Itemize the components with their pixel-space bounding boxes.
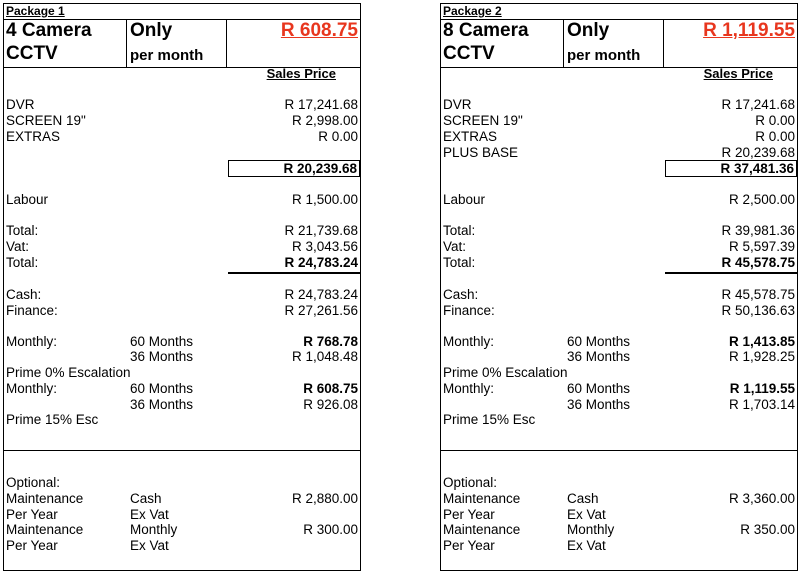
maintenance-label: Maintenance (443, 522, 521, 537)
item-amount: R 20,239.68 (721, 145, 795, 160)
labour-label: Labour (6, 192, 49, 207)
grand-total-underline (665, 272, 797, 274)
prime-36-amount: R 1,703.14 (728, 397, 795, 412)
prime-60-amount: R 1,119.55 (729, 381, 795, 396)
package-1-panel (3, 3, 361, 571)
term-60-amount: R 1,413.85 (728, 334, 795, 349)
vat-note: Ex Vat (130, 507, 169, 522)
package-title-line2: CCTV (6, 43, 58, 64)
vat-amount: R 3,043.56 (291, 239, 358, 254)
vat-note: Ex Vat (130, 538, 169, 553)
cash-amount: R 45,578.75 (721, 287, 795, 302)
maintenance-label: Maintenance (6, 491, 84, 506)
item-label: EXTRAS (443, 129, 498, 144)
monthly-label: Monthly: (6, 334, 58, 349)
package-title-line1: 4 Camera (6, 20, 92, 41)
maintenance-type: Monthly (130, 522, 178, 537)
divider (441, 450, 797, 451)
item-label: PLUS BASE (443, 145, 519, 160)
finance-label: Finance: (6, 303, 58, 318)
item-amount: R 17,241.68 (721, 97, 795, 112)
maintenance-label: Maintenance (443, 491, 521, 506)
maintenance-label: Maintenance (6, 522, 84, 537)
item-label: EXTRAS (6, 129, 61, 144)
grand-total-underline (228, 272, 360, 274)
prime-60-label: 60 Months (567, 381, 631, 396)
item-label: SCREEN 19" (6, 113, 86, 128)
sales-price-header: Sales Price (703, 66, 773, 81)
per-month-label: per month (567, 47, 641, 64)
per-year-label: Per Year (6, 507, 58, 522)
term-60-label: 60 Months (567, 334, 631, 349)
maintenance-type: Cash (130, 491, 162, 506)
prime-36-label: 36 Months (567, 397, 631, 412)
finance-amount: R 50,136.63 (721, 303, 795, 318)
term-36-label: 36 Months (567, 349, 631, 364)
divider (563, 19, 564, 67)
labour-amount: R 1,500.00 (291, 192, 358, 207)
divider (226, 19, 227, 67)
per-month-label: per month (130, 47, 204, 64)
package-title-line1: 8 Camera (443, 20, 529, 41)
total-label: Total: (443, 223, 476, 238)
item-amount: R 0.00 (755, 129, 795, 144)
package-title-line2: CCTV (443, 43, 495, 64)
prime-60-amount: R 608.75 (303, 381, 358, 396)
term-36-amount: R 1,048.48 (291, 349, 358, 364)
maintenance-amount: R 300.00 (303, 522, 358, 537)
vat-label: Vat: (6, 239, 30, 254)
headline-price: R 1,119.55 (703, 20, 795, 41)
cash-label: Cash: (443, 287, 479, 302)
vat-note: Ex Vat (567, 507, 606, 522)
divider (663, 19, 664, 67)
maintenance-amount: R 3,360.00 (728, 491, 795, 506)
cash-amount: R 24,783.24 (284, 287, 358, 302)
term-36-amount: R 1,928.25 (728, 349, 795, 364)
finance-label: Finance: (443, 303, 495, 318)
optional-label: Optional: (443, 475, 498, 490)
total-amount: R 21,739.68 (284, 223, 358, 238)
grand-total-amount: R 24,783.24 (284, 255, 358, 270)
item-label: DVR (443, 97, 472, 112)
per-year-label: Per Year (443, 507, 495, 522)
item-amount: R 0.00 (755, 113, 795, 128)
finance-amount: R 27,261.56 (284, 303, 358, 318)
prime-15-label: Prime 15% Esc (443, 412, 536, 427)
vat-note: Ex Vat (567, 538, 606, 553)
prime-0-label: Prime 0% Escalation (6, 365, 131, 380)
prime-36-label: 36 Months (130, 397, 194, 412)
item-amount: R 17,241.68 (284, 97, 358, 112)
prime-36-amount: R 926.08 (303, 397, 358, 412)
sales-price-header: Sales Price (266, 66, 336, 81)
package-header: Package 2 (443, 4, 502, 18)
per-year-label: Per Year (6, 538, 58, 553)
term-36-label: 36 Months (130, 349, 194, 364)
item-label: DVR (6, 97, 35, 112)
monthly-escalation-label: Monthly: (6, 381, 58, 396)
monthly-label: Monthly: (443, 334, 495, 349)
vat-amount: R 5,597.39 (728, 239, 795, 254)
only-label: Only (567, 20, 610, 41)
maintenance-amount: R 350.00 (740, 522, 795, 537)
subtotal-box: R 20,239.68 (228, 160, 360, 177)
vat-label: Vat: (443, 239, 467, 254)
prime-60-label: 60 Months (130, 381, 194, 396)
grand-total-label: Total: (6, 255, 39, 270)
item-amount: R 0.00 (318, 129, 358, 144)
grand-total-label: Total: (443, 255, 476, 270)
prime-0-label: Prime 0% Escalation (443, 365, 568, 380)
maintenance-amount: R 2,880.00 (291, 491, 358, 506)
maintenance-type: Cash (567, 491, 599, 506)
term-60-amount: R 768.78 (303, 334, 358, 349)
prime-15-label: Prime 15% Esc (6, 412, 99, 427)
item-amount: R 2,998.00 (291, 113, 358, 128)
term-60-label: 60 Months (130, 334, 194, 349)
package-2-panel (440, 3, 798, 571)
maintenance-type: Monthly (567, 522, 615, 537)
item-label: SCREEN 19" (443, 113, 523, 128)
per-year-label: Per Year (443, 538, 495, 553)
total-label: Total: (6, 223, 39, 238)
package-header: Package 1 (6, 4, 65, 18)
labour-amount: R 2,500.00 (728, 192, 795, 207)
cash-label: Cash: (6, 287, 42, 302)
only-label: Only (130, 20, 173, 41)
divider (126, 19, 127, 67)
monthly-escalation-label: Monthly: (443, 381, 495, 396)
grand-total-amount: R 45,578.75 (721, 255, 795, 270)
labour-label: Labour (443, 192, 486, 207)
total-amount: R 39,981.36 (721, 223, 795, 238)
divider (4, 450, 360, 451)
headline-price: R 608.75 (280, 20, 358, 41)
optional-label: Optional: (6, 475, 61, 490)
subtotal-box: R 37,481.36 (665, 160, 797, 177)
